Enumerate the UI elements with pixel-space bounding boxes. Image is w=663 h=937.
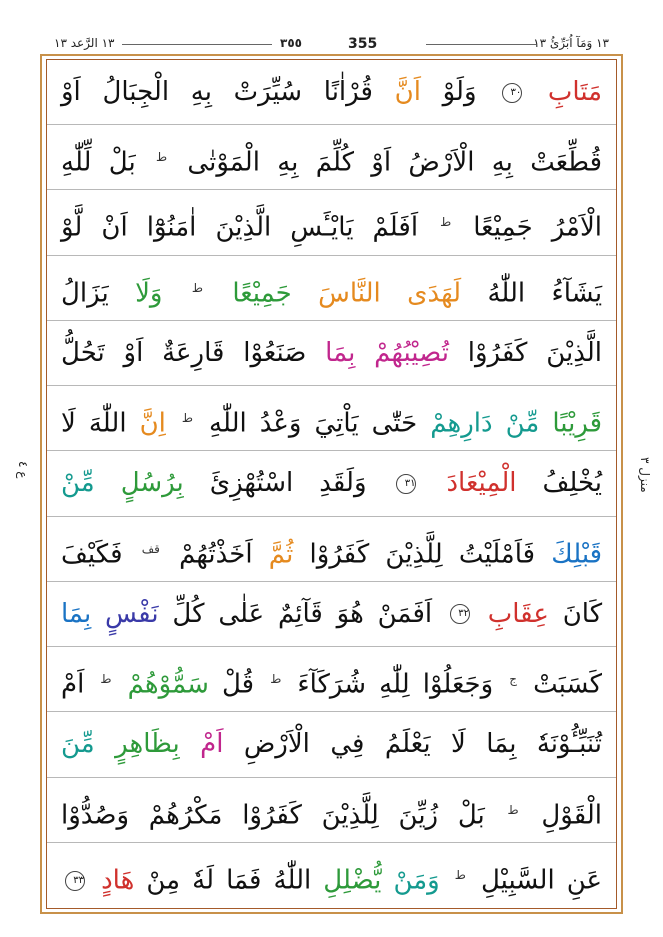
text-line bbox=[47, 190, 616, 255]
quran-word: النَّاسَ bbox=[318, 278, 381, 309]
quran-word: يَعْلَمُ bbox=[384, 729, 431, 760]
quran-word: لَهٗ bbox=[192, 865, 214, 896]
juz-name-label: ١٣ وَمَآ اُبَرِّئُ ١٣ bbox=[533, 36, 609, 50]
text-line bbox=[47, 647, 616, 712]
quran-text-body bbox=[47, 60, 616, 908]
quran-word: يَايْـَٔسِ bbox=[290, 213, 354, 244]
quran-word: فَمَا bbox=[226, 865, 262, 896]
quran-word: الَّذِيْنَ bbox=[546, 337, 603, 368]
waqf-stop-sign: ط bbox=[507, 802, 519, 817]
quran-word: الْمِيْعَادَ bbox=[446, 468, 517, 499]
ayah-number-marker: ٣١ bbox=[396, 474, 416, 494]
text-line bbox=[47, 778, 616, 843]
quran-word: قَرِيْبًا bbox=[552, 408, 603, 439]
quran-word: مِّنَ bbox=[61, 729, 95, 760]
quran-word: قُلْ bbox=[221, 669, 255, 700]
quran-word: اَمْ bbox=[61, 669, 85, 700]
quran-word: بَلْ bbox=[108, 147, 136, 178]
quran-word: وَصُدُّوْا bbox=[61, 800, 130, 831]
quran-word: جَمِيْعًا bbox=[232, 278, 292, 309]
text-line bbox=[47, 60, 616, 125]
quran-word: الْاَرْضُ bbox=[408, 147, 475, 178]
ayah-number-marker: ٣٠ bbox=[502, 83, 522, 103]
quran-word: بِهِ bbox=[190, 77, 212, 107]
quran-word: كَفَرُوْا bbox=[467, 337, 528, 368]
quran-word: لَهَدَى bbox=[407, 278, 462, 309]
waqf-stop-sign: ط bbox=[181, 411, 194, 426]
text-line bbox=[47, 517, 616, 582]
quran-word: يَاْتِيَ bbox=[314, 408, 359, 439]
quran-word: الْاَرْضِ bbox=[243, 729, 310, 760]
quran-word: بِظَاهِرٍ bbox=[115, 729, 180, 760]
quran-word: اللّٰهَ bbox=[88, 408, 127, 439]
waqf-stop-sign: قف bbox=[141, 541, 160, 556]
quran-word: عَنِ bbox=[566, 865, 603, 896]
quran-word: فَكَيْفَ bbox=[61, 539, 123, 570]
quran-word: كَفَرُوْا bbox=[242, 800, 302, 831]
quran-word: جَمِيْعًا bbox=[473, 213, 533, 244]
quran-word: زُيِّنَ bbox=[398, 800, 439, 831]
quran-word: وَلَوْ bbox=[442, 77, 477, 107]
quran-word: تُصِيْبُهُمْ bbox=[374, 337, 449, 368]
quran-word: بِهِ bbox=[277, 147, 299, 178]
quran-word: لِّلّٰهِ bbox=[61, 147, 92, 178]
waqf-stop-sign: ج bbox=[509, 672, 517, 687]
waqf-stop-sign: ط bbox=[270, 672, 282, 687]
quran-word: حَتّٰى bbox=[371, 408, 418, 439]
quran-word: الْقَوْلِ bbox=[541, 800, 602, 831]
quran-word: كُلِّمَ bbox=[315, 147, 354, 178]
quran-word: فَاَمْلَيْتُ bbox=[458, 539, 536, 570]
quran-word: اللّٰهِ bbox=[209, 408, 247, 439]
waqf-stop-sign: ط bbox=[156, 150, 168, 165]
quran-word: وَلَقَدِ bbox=[319, 468, 367, 499]
quran-word: بِهِ bbox=[491, 147, 513, 178]
quran-word: اَفَمَنْ bbox=[377, 598, 433, 629]
quran-word: بِمَا bbox=[325, 337, 356, 368]
quran-word: لِلَّذِيْنَ bbox=[321, 800, 379, 831]
quran-word: اَفَلَمْ bbox=[372, 213, 419, 244]
quran-word: بَلْ bbox=[457, 800, 485, 831]
quran-word: تُنَبِّـُٔوْنَهٗ bbox=[536, 729, 603, 760]
quran-word: ثُمَّ bbox=[268, 539, 294, 570]
quran-word: شُرَكَآءَ bbox=[297, 669, 367, 700]
quran-word: اللّٰهُ bbox=[273, 865, 312, 896]
quran-word: الْاَمْرُ bbox=[551, 213, 603, 244]
quran-word: اَخَذْتُهُمْ bbox=[179, 539, 253, 570]
waqf-stop-sign: ط bbox=[100, 672, 112, 687]
text-line bbox=[47, 125, 616, 190]
surah-name-label: ١٣ الرَّعد ١٣ bbox=[54, 36, 115, 50]
quran-word: بِمَا bbox=[61, 598, 92, 629]
quran-word: لَا bbox=[61, 408, 76, 439]
quran-word: بِرُسُلٍ bbox=[120, 468, 184, 499]
quran-word: السَّبِيْلِ bbox=[480, 865, 555, 896]
quran-word: اَمْ bbox=[200, 729, 224, 760]
quran-word: هُوَ bbox=[336, 598, 364, 629]
quran-word: يُخْلِفُ bbox=[542, 468, 603, 499]
text-line bbox=[47, 451, 616, 516]
page-number: 355 bbox=[348, 36, 378, 52]
quran-word: صَنَعُوْا bbox=[243, 337, 307, 368]
quran-word: بِمَا bbox=[486, 729, 517, 760]
quran-word: اٰمَنُوْٓا bbox=[146, 213, 197, 244]
quran-word: كُلِّ bbox=[172, 598, 205, 629]
quran-word: مَكْرُهُمْ bbox=[148, 800, 223, 831]
quran-word: قَارِعَةٌ bbox=[162, 337, 225, 368]
quran-word: لِلّٰهِ bbox=[379, 669, 410, 700]
quran-word: دَارِهِمْ bbox=[430, 408, 493, 439]
quran-word: لَا bbox=[450, 729, 466, 760]
header-rule-right bbox=[426, 44, 536, 45]
page-number-arabic: ٣٥٥ bbox=[280, 36, 302, 50]
quran-word: قُطِّعَتْ bbox=[530, 147, 603, 178]
quran-word: قَآئِمٌ bbox=[277, 598, 323, 629]
quran-word: مِنْ bbox=[146, 865, 181, 896]
quran-word: يُّضْلِلِ bbox=[323, 865, 382, 896]
ruku-marker: ع ٤ bbox=[16, 461, 30, 479]
waqf-stop-sign: ط bbox=[440, 215, 452, 230]
quran-word: سُيِّرَتْ bbox=[233, 77, 303, 107]
header-rule-left bbox=[122, 44, 272, 45]
quran-word: فِي bbox=[330, 729, 365, 760]
waqf-stop-sign: ط bbox=[191, 280, 203, 295]
quran-word: نَفْسٍ bbox=[105, 598, 159, 629]
quran-word: اسْتُهْزِئَ bbox=[209, 468, 294, 499]
quran-word: هَادٍ bbox=[101, 865, 135, 896]
quran-word: عَلٰى bbox=[218, 598, 265, 629]
quran-word: يَزَالُ bbox=[61, 278, 109, 309]
text-line bbox=[47, 256, 616, 321]
quran-word: اَوْ bbox=[123, 337, 144, 368]
page-header bbox=[48, 32, 615, 54]
ayah-number-marker: ٣٣ bbox=[65, 871, 85, 891]
quran-word: اَوْ bbox=[371, 147, 392, 178]
quran-word: مِّنْ bbox=[61, 468, 95, 499]
quran-word: كَانَ bbox=[562, 598, 603, 629]
quran-word: سَمُّوْهُمْ bbox=[127, 669, 209, 700]
ayah-number-marker: ٣٢ bbox=[450, 604, 470, 624]
quran-word: الْمَوْتٰى bbox=[187, 147, 260, 178]
text-line bbox=[47, 712, 616, 777]
quran-word: عِقَابِ bbox=[487, 598, 549, 629]
text-line bbox=[47, 582, 616, 647]
waqf-stop-sign: ط bbox=[454, 867, 466, 882]
quran-word: اللّٰهُ bbox=[487, 278, 526, 309]
quran-word: لَّوْ bbox=[61, 213, 83, 244]
quran-word: وَعْدُ bbox=[259, 408, 302, 439]
quran-word: الَّذِيْنَ bbox=[215, 213, 272, 244]
manzil-marker: منزل ٣ bbox=[638, 457, 652, 493]
quran-word: يَشَآءُ bbox=[551, 278, 603, 309]
quran-word: لِلَّذِيْنَ bbox=[385, 539, 443, 570]
text-line bbox=[47, 386, 616, 451]
quran-word: مِّنْ bbox=[505, 408, 540, 439]
quran-word: اِنَّ bbox=[139, 408, 166, 439]
quran-word: وَمَنْ bbox=[393, 865, 440, 896]
text-line bbox=[47, 321, 616, 386]
quran-word: وَجَعَلُوْا bbox=[422, 669, 494, 700]
quran-word: اَوْ bbox=[61, 77, 81, 107]
quran-word: وَلَا bbox=[135, 278, 163, 309]
text-line bbox=[47, 843, 616, 908]
quran-word: كَفَرُوْا bbox=[309, 539, 370, 570]
quran-word: اَنْ bbox=[101, 213, 128, 244]
quran-word: كَسَبَتْ bbox=[533, 669, 603, 700]
quran-word: تَحُلُّ bbox=[61, 337, 105, 368]
quran-word: مَتَابِ bbox=[547, 77, 603, 107]
quran-word: قُرْاٰنًا bbox=[323, 77, 373, 107]
quran-word: قَبْلِكَ bbox=[551, 539, 603, 570]
quran-word: الْجِبَالُ bbox=[102, 77, 170, 107]
quran-word: اَنَّ bbox=[394, 77, 421, 107]
